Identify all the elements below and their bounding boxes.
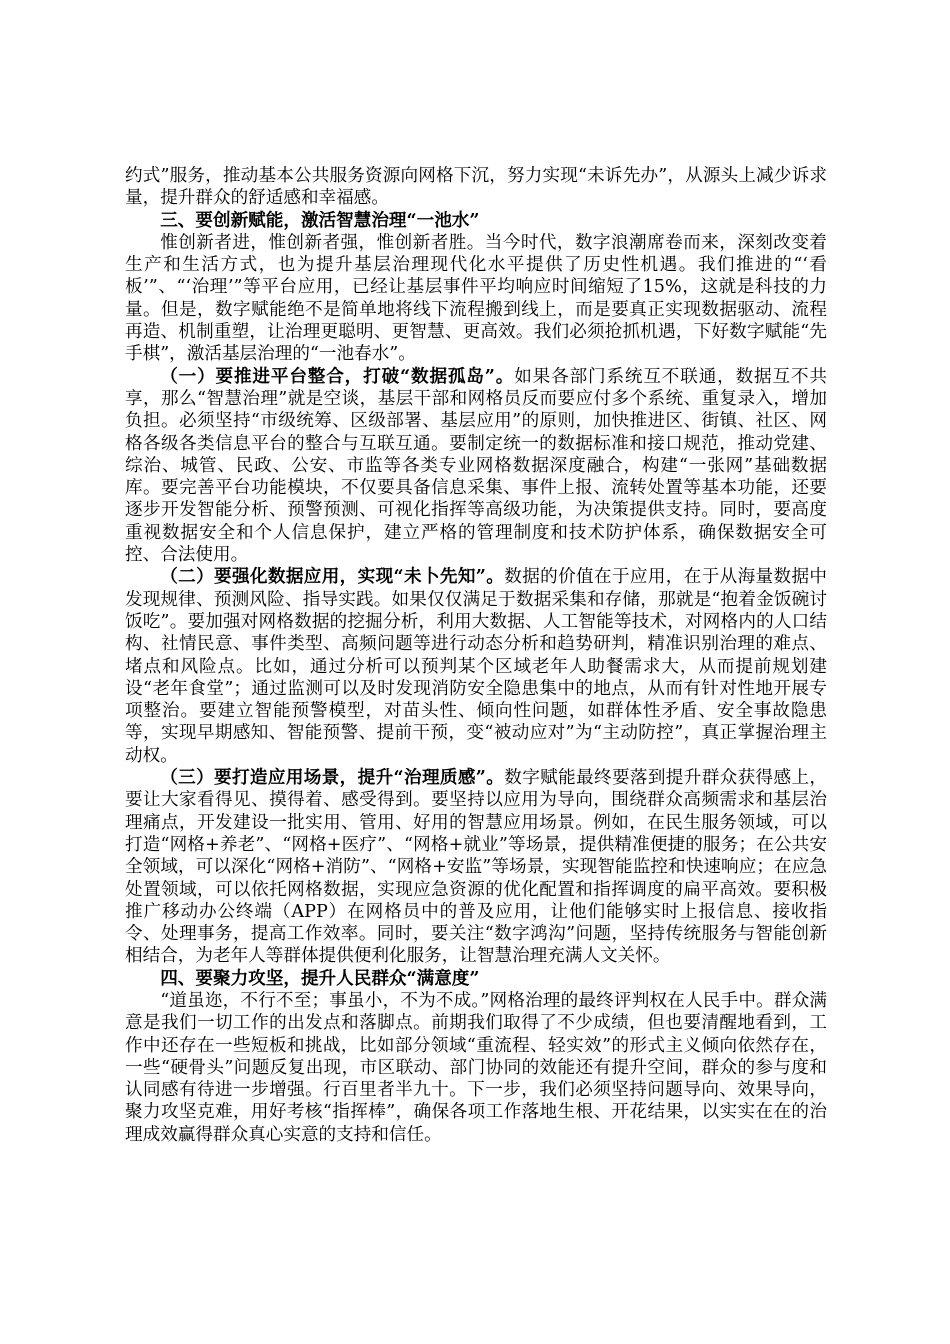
paragraph-satisfaction: “道虽迩，不行不至；事虽小，不为不成。”网格治理的最终评判权在人民手中。群众满意是我们一切工作的出发点和落脚点。前期我们取得了不少成绩，但也要清醒地看到，工作中还存在一些短板和挑战，比如部分领域“重流程、轻实效”的形式主义倾向依然存在，一些“硬骨头”问题反复出现，市区联动、部门协同的效能还有提升空间，群众的参与度和认同感有待进一步增强。行百里者半九十。下一步，我们必须坚持问题导向、效果导向，聚力攻坚克难，用好考核“指挥棒”，确保各项工作落地生根、开花结果，以实实在在的治理成效赢得群众真心实意的支持和信任。 bbox=[125, 990, 827, 1145]
paragraph-continuation: 约式”服务，推动基本公共服务资源向网格下沉，努力实现“未诉先办”，从源头上减少诉求量，提升群众的舒适感和幸福感。 bbox=[125, 166, 827, 209]
subheading-data-application: （二）要强化数据应用，实现“未卜先知”。 bbox=[160, 566, 505, 588]
paragraph-platform-integration bbox=[125, 366, 827, 567]
paragraph-innovation-intro: 惟创新者进，惟创新者强，惟创新者胜。当今时代，数字浪潮席卷而来，深刻改变着生产和生活方式，也为提升基层治理现代化水平提供了历史性机遇。我们推进的“‘看板’”、“‘治理’”等平台应用，已经让基层事件平均响应时间缩短了15%，这就是科技的力量。但是，数字赋能绝不是简单地将线下流程搬到线上，而是要真正实现数据驱动、流程再造、机制重塑，让治理更聪明、更智慧、更高效。我们必须抢抓机遇，下好数字赋能“先手棋”，激活基层治理的“一池春水”。 bbox=[125, 232, 827, 365]
paragraph-application-scenes bbox=[125, 767, 827, 968]
section-heading-4: 四、要聚力攻坚，提升人民群众“满意度” bbox=[160, 967, 480, 989]
section-heading-3: 三、要创新赋能，激活智慧治理“一池水” bbox=[160, 209, 480, 231]
paragraph-text: 如果各部门系统互不联通，数据互不共享，那么“智慧治理”就是空谈，基层干部和网格员反而要应付多个系统、重复录入，增加负担。必须坚持“市级统筹、区级部署、基层应用”的原则，加快推进区、街镇、社区、网格各级各类信息平台的整合与互联互通。要制定统一的数据标准和接口规范，推动党建、综治、城管、民政、公安、市监等各类专业网格数据深度融合，构建“一张网”基础数据库。要完善平台功能模块，不仅要具备信息采集、事件上报、流转处置等基本功能，还要逐步开发智能分析、预警预测、可视化指挥等高级功能，为决策提供支持。同时，要高度重视数据安全和个人信息保护，建立严格的管理制度和技术防护体系，确保数据安全可控、合法使用。 bbox=[125, 366, 827, 566]
subheading-platform-integration: （一）要推进平台整合，打破“数据孤岛”。 bbox=[160, 365, 515, 387]
document-page bbox=[125, 165, 827, 1146]
subheading-application-scenes: （三）要打造应用场景，提升“治理质感”。 bbox=[160, 767, 505, 789]
paragraph-data-application bbox=[125, 566, 827, 767]
paragraph-text: 数据的价值在于应用，在于从海量数据中发现规律、预测风险、指导实践。如果仅仅满足于数据采集和存储，那就是“抱着金饭碗讨饭吃”。要加强对网格数据的挖掘分析，利用大数据、人工智能等技术，对网格内的人口结构、社情民意、事件类型、高频问题等进行动态分析和趋势研判，精准识别治理的难点、堵点和风险点。比如，通过分析可以预判某个区域老年人助餐需求大，从而提前规划建设“老年食堂”；通过监测可以及时发现消防安全隐患集中的地点，从而有针对性地开展专项整治。要建立智能预警模型，对苗头性、倾向性问题，如群体性矛盾、安全事故隐患等，实现早期感知、智能预警、提前干预，变“被动应对”为“主动防控”，真正掌握治理主动权。 bbox=[125, 567, 827, 766]
paragraph-text: 数字赋能最终要落到提升群众获得感上，要让大家看得见、摸得着、感受得到。要坚持以应用为导向，围绕群众高频需求和基层治理痛点，开发建设一批实用、管用、好用的智慧应用场景。例如，在民生服务领域，可以打造“网格+养老”、“网格+医疗”、“网格+就业”等场景，提供精准便捷的服务；在公共安全领域，可以深化“网格+消防”、“网格+安监”等场景，实现智能监控和快速响应；在应急处置领域，可以依托网格数据，实现应急资源的优化配置和指挥调度的扁平高效。要积极推广移动办公终端（APP）在网格员中的普及应用，让他们能够实时上报信息、接收指令、处理事务，提高工作效率。同时，要关注“数字鸿沟”问题，坚持传统服务与智能创新相结合，为老年人等群体提供便利化服务，让智慧治理充满人文关怀。 bbox=[125, 768, 827, 967]
